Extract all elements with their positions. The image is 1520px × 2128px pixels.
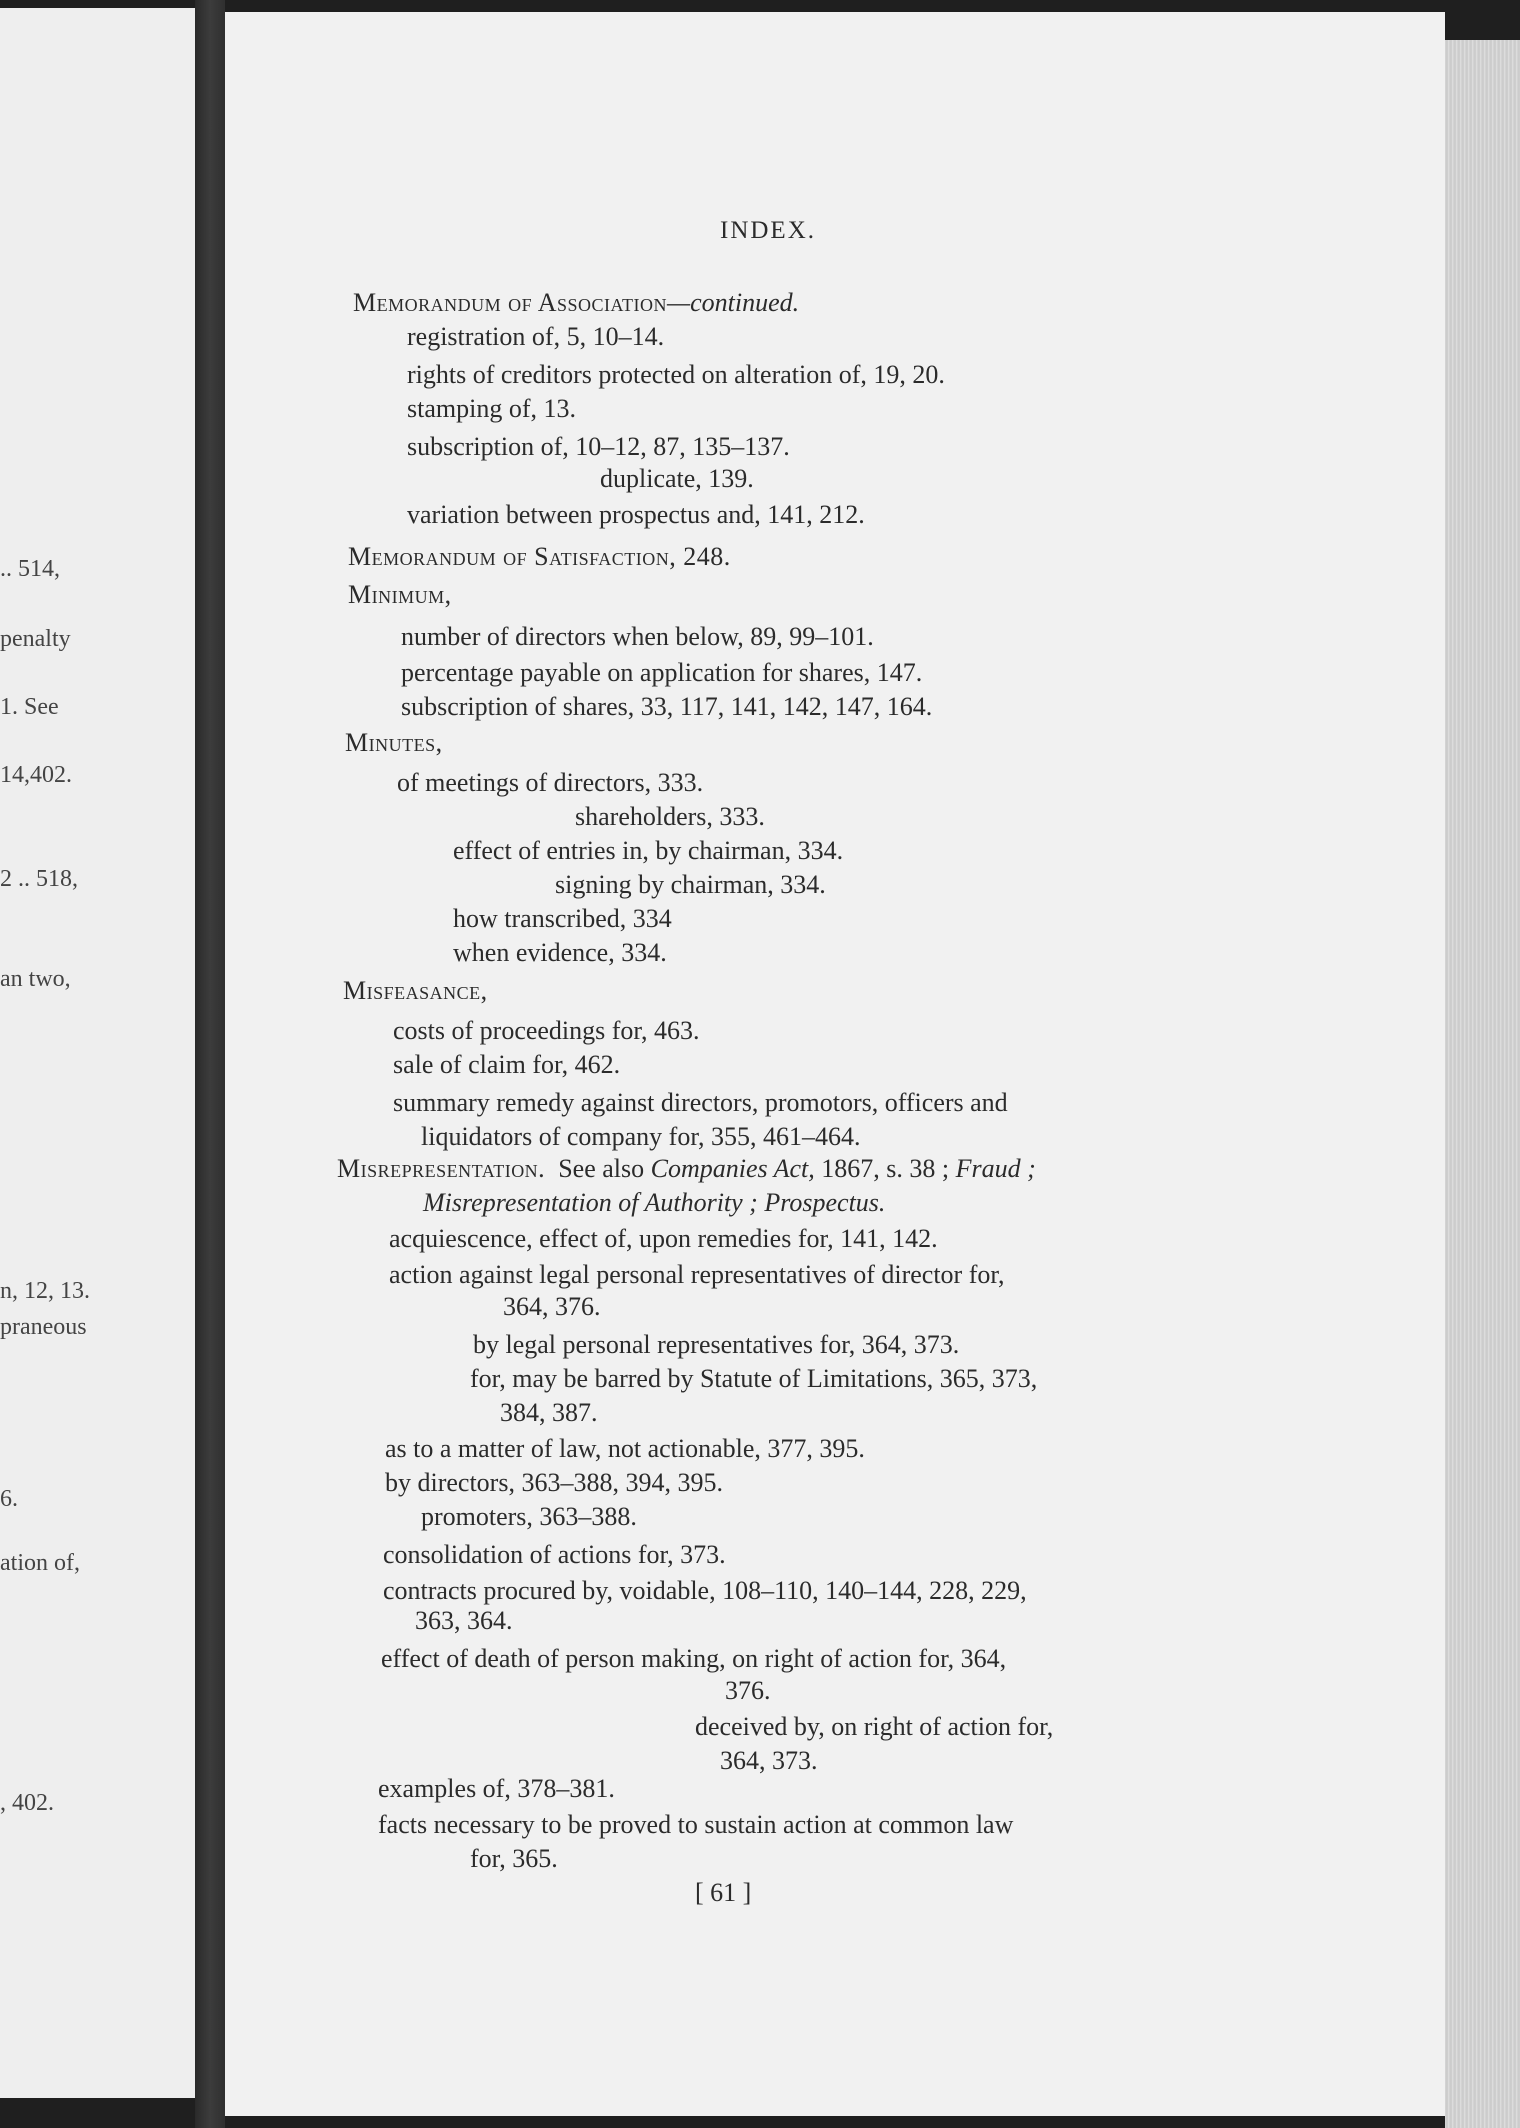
left-page [0, 8, 195, 2098]
heading-label: Memorandum of Association [353, 288, 667, 317]
index-subentry: effect of death of person making, on right of action for, 364, [381, 1644, 1007, 1673]
index-subentry: examples of, 378–381. [378, 1774, 615, 1803]
book-page-edges [1445, 40, 1520, 2128]
index-subentry: acquiescence, effect of, upon remedies for, 141, 142. [389, 1224, 938, 1253]
index-subentry: signing by chairman, 334. [555, 870, 826, 899]
see-also-label: See also [558, 1154, 645, 1183]
left-page-fragment: , 402. [0, 1790, 54, 1816]
index-subentry: variation between prospectus and, 141, 212. [407, 500, 865, 529]
index-subentry: shareholders, 333. [575, 802, 765, 831]
index-subentry: for, may be barred by Statute of Limitations, 365, 373, [470, 1364, 1038, 1393]
index-heading: Minutes, [345, 728, 443, 757]
index-subentry: 364, 376. [503, 1292, 601, 1321]
index-subentry: for, 365. [470, 1844, 558, 1873]
left-page-fragment: 1. See [0, 694, 59, 720]
index-subentry: liquidators of company for, 355, 461–464. [421, 1122, 861, 1151]
index-subentry: costs of proceedings for, 463. [393, 1016, 700, 1045]
right-page [225, 12, 1445, 2116]
index-subentry: how transcribed, 334 [453, 904, 672, 933]
index-subentry: effect of entries in, by chairman, 334. [453, 836, 844, 865]
continued-label: —continued. [667, 288, 800, 317]
index-subentry: action against legal personal representatives of director for, [389, 1260, 1005, 1289]
index-subentry: of meetings of directors, 333. [397, 768, 704, 797]
page-title: INDEX. [720, 217, 817, 244]
index-subentry: facts necessary to be proved to sustain action at common law [378, 1810, 1014, 1839]
index-subentry: promoters, 363–388. [421, 1502, 637, 1531]
left-page-fragment: praneous [0, 1314, 87, 1340]
book-gutter [195, 0, 225, 2128]
left-page-fragment: 14,402. [0, 762, 72, 788]
cross-reference: Companies Act, [650, 1154, 815, 1183]
index-subentry: number of directors when below, 89, 99–101. [401, 622, 874, 651]
index-heading [337, 1154, 1036, 1184]
index-subentry: sale of claim for, 462. [393, 1050, 621, 1079]
left-page-fragment: an two, [0, 966, 71, 992]
heading-label: Misrepresentation. [337, 1154, 546, 1183]
index-subentry: 363, 364. [415, 1606, 513, 1635]
index-subentry: by legal personal representatives for, 364, 373. [473, 1330, 960, 1359]
page-number: [ 61 ] [695, 1878, 752, 1907]
index-heading [353, 288, 799, 318]
cross-reference-detail: 1867, s. 38 ; [821, 1154, 950, 1183]
index-subentry: consolidation of actions for, 373. [383, 1540, 726, 1569]
index-subentry: 376. [725, 1676, 771, 1705]
left-page-fragment: n, 12, 13. [0, 1278, 90, 1304]
left-page-fragment: 6. [0, 1486, 18, 1512]
index-subentry: summary remedy against directors, promotors, officers and [393, 1088, 1008, 1117]
index-subentry: subscription of shares, 33, 117, 141, 142, 147, 164. [401, 692, 933, 721]
index-heading: Minimum, [348, 580, 452, 609]
index-heading: Memorandum of Satisfaction, 248. [348, 542, 731, 571]
index-subentry: subscription of, 10–12, 87, 135–137. [407, 432, 790, 461]
index-subentry: 364, 373. [720, 1746, 818, 1775]
index-subentry: stamping of, 13. [407, 394, 576, 423]
index-subentry: contracts procured by, voidable, 108–110, 140–144, 228, 229, [383, 1576, 1027, 1605]
index-subentry: duplicate, 139. [600, 464, 754, 493]
index-subentry: registration of, 5, 10–14. [407, 322, 665, 351]
left-page-fragment: penalty [0, 626, 71, 652]
index-heading: Misfeasance, [343, 976, 488, 1005]
cross-reference: Misrepresentation of Authority ; Prospectus. [423, 1188, 886, 1217]
index-subentry: deceived by, on right of action for, [695, 1712, 1054, 1741]
index-subentry: as to a matter of law, not actionable, 377, 395. [385, 1434, 865, 1463]
index-subentry: 384, 387. [500, 1398, 598, 1427]
left-page-fragment: ation of, [0, 1550, 80, 1576]
cross-reference: Fraud ; [955, 1154, 1036, 1183]
index-subentry: percentage payable on application for shares, 147. [401, 658, 923, 687]
left-page-fragment: .. 514, [0, 556, 60, 582]
index-subentry: by directors, 363–388, 394, 395. [385, 1468, 723, 1497]
index-subentry: rights of creditors protected on alteration of, 19, 20. [407, 360, 945, 389]
index-subentry: when evidence, 334. [453, 938, 667, 967]
left-page-fragment: 2 .. 518, [0, 866, 78, 892]
